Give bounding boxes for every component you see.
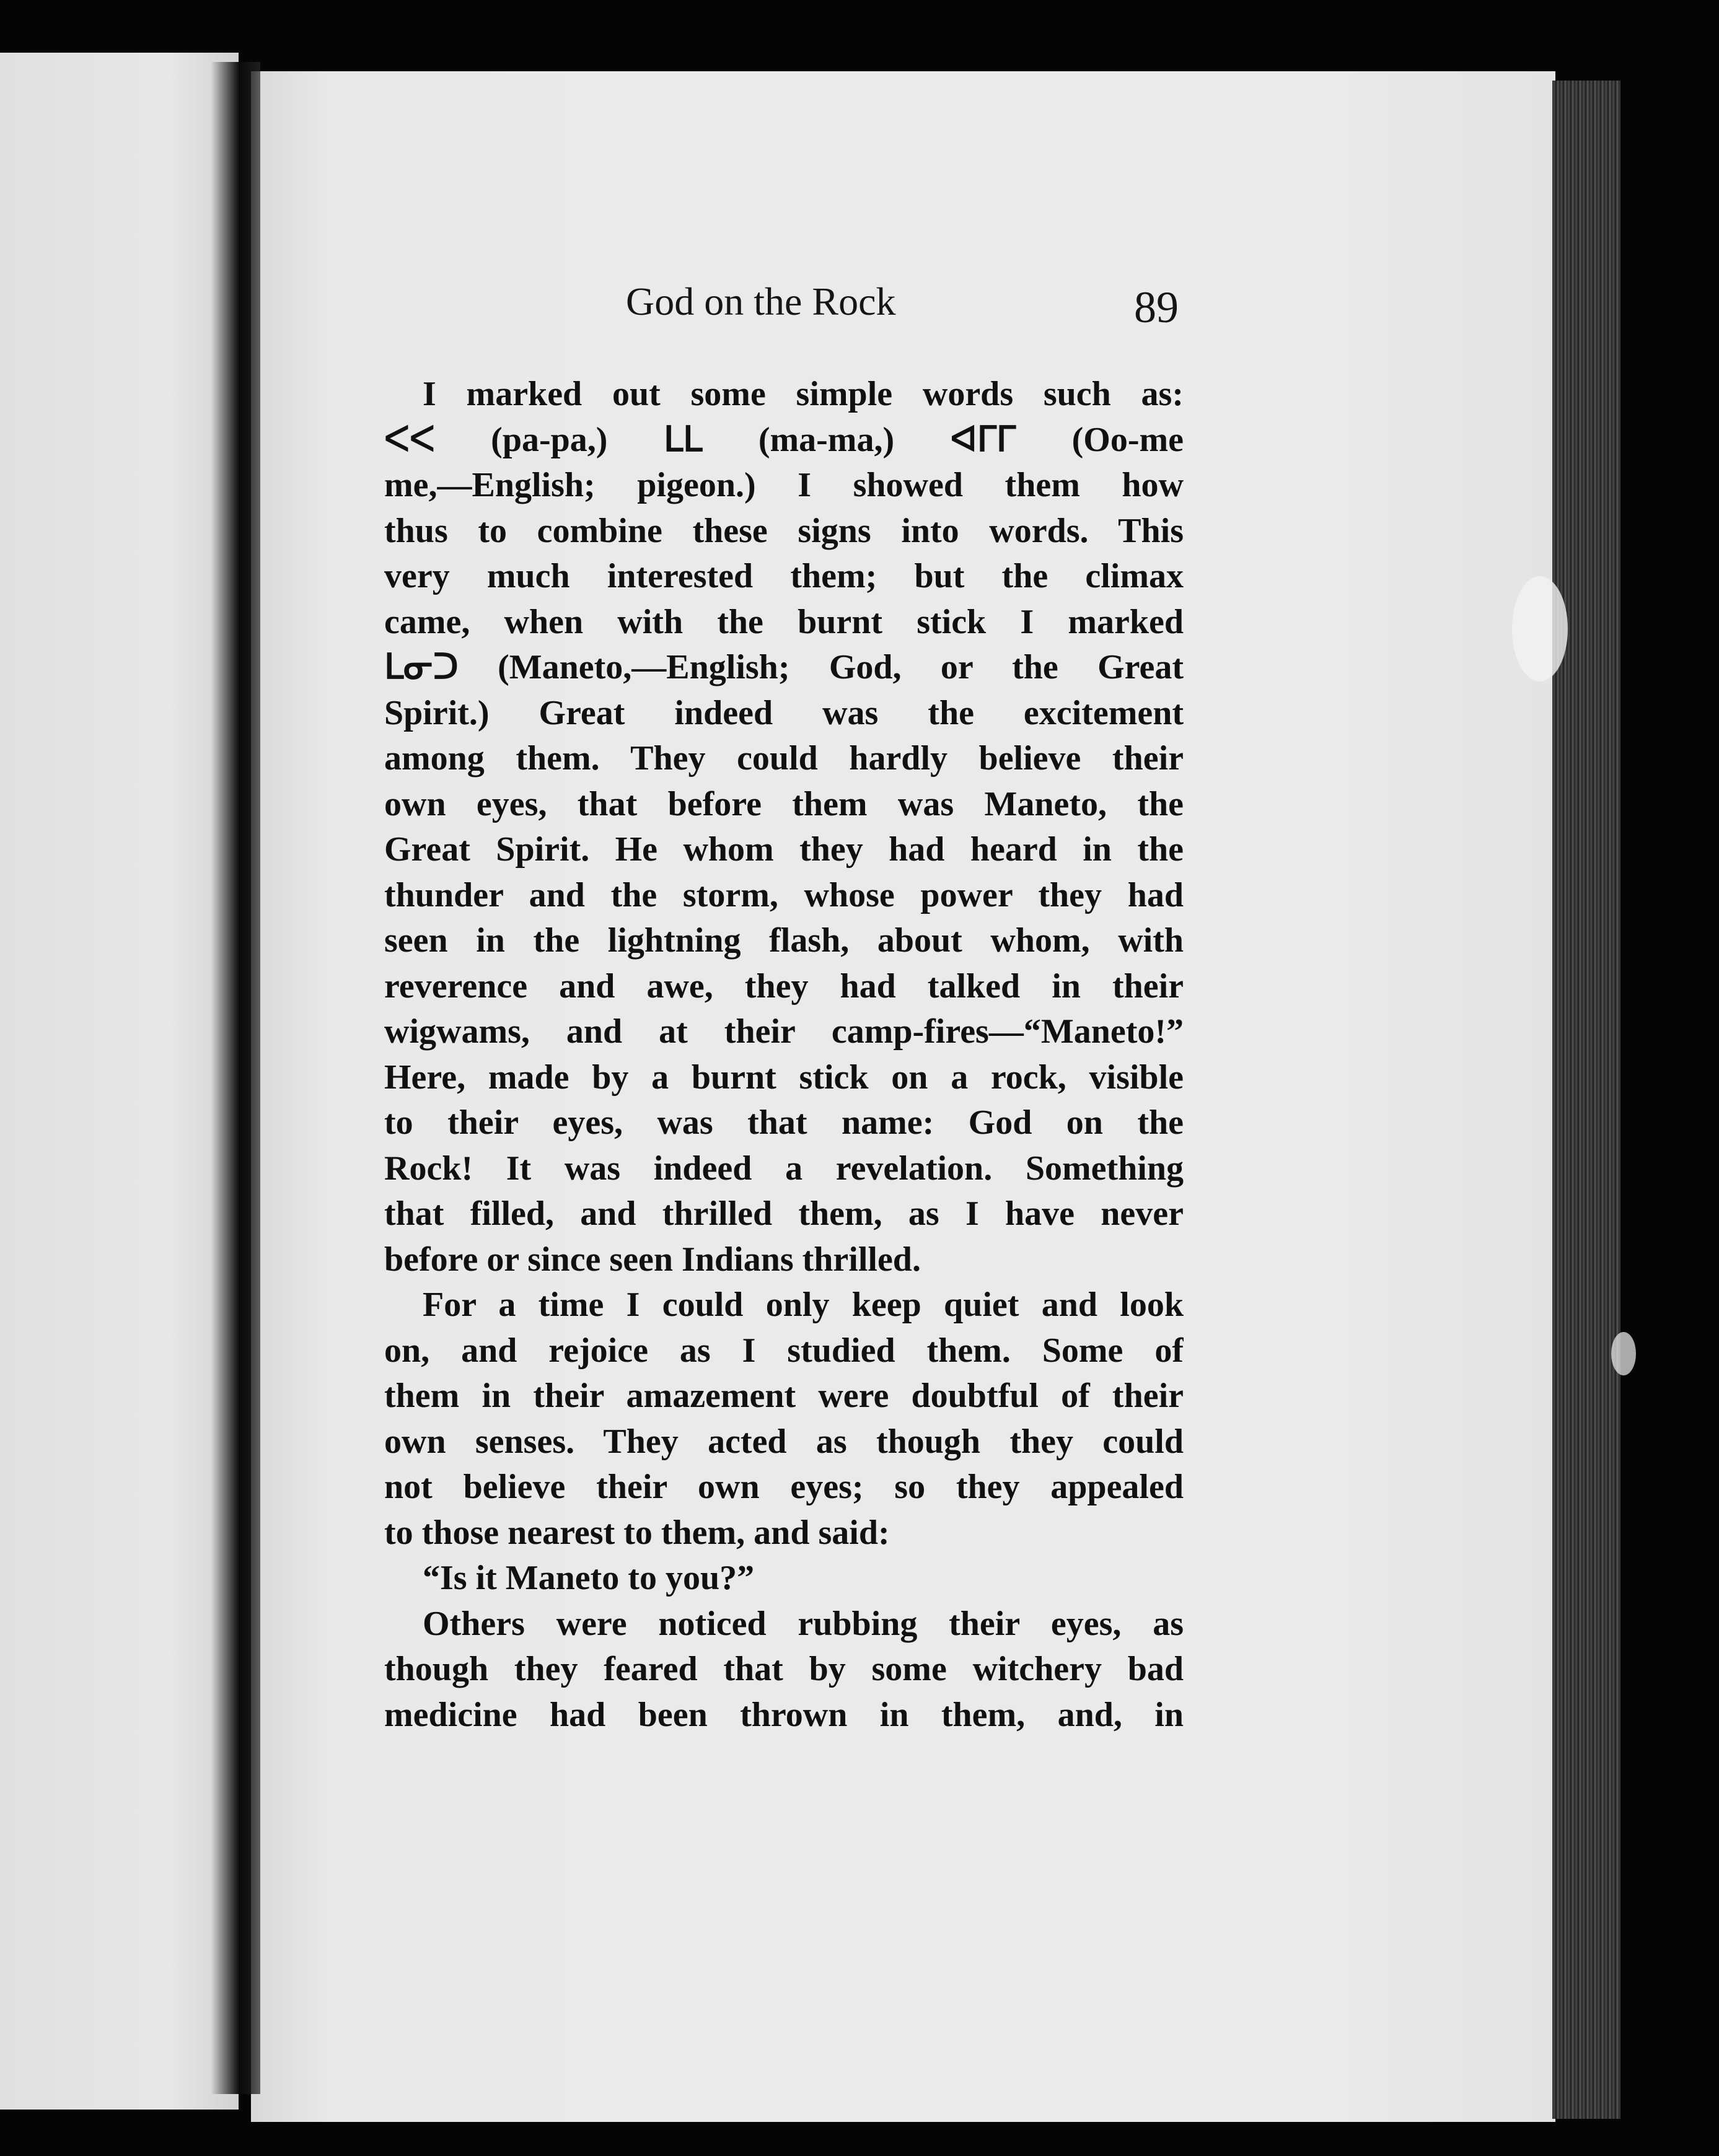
text-line: to those nearest to them, and said:: [384, 1513, 890, 1552]
text-line: very much interested them; but the climax: [384, 557, 1184, 595]
book-gutter: [211, 62, 260, 2094]
text-line: before or since seen Indians thrilled.: [384, 1240, 921, 1279]
running-head: God on the Rock: [626, 279, 896, 323]
text-line: I marked out some simple words such as:: [423, 375, 1184, 413]
text-line: own senses. They acted as though they could: [384, 1422, 1184, 1461]
text-line: thus to combine these signs into words. This: [384, 511, 1184, 550]
text-line: Spirit.) Great indeed was the excitement: [384, 693, 1184, 732]
text-line: For a time I could only keep quiet and look: [423, 1286, 1184, 1324]
text-line: thunder and the storm, whose power they had: [384, 875, 1184, 914]
text-line: seen in the lightning flash, about whom, with: [384, 921, 1184, 960]
text-line: wigwams, and at their camp-fires—“Maneto!”: [384, 1012, 1184, 1051]
text-line: medicine had been thrown in them, and, in: [384, 1695, 1184, 1734]
body-text: [384, 372, 1184, 1738]
page-edges: [1552, 81, 1620, 2119]
paper-blemish: [1512, 576, 1568, 681]
text-line: that filled, and thrilled them, as I have never: [384, 1194, 1184, 1233]
text-line: ᒪᓂᑐ (Maneto,—English; God, or the Great: [384, 648, 1184, 686]
left-page: [0, 53, 239, 2110]
paper-blemish: [1611, 1332, 1636, 1375]
text-line: “Is it Maneto to you?”: [423, 1559, 755, 1597]
text-line: reverence and awe, they had talked in their: [384, 966, 1184, 1006]
text-line: Great Spirit. He whom they had heard in the: [384, 830, 1184, 869]
text-line: not believe their own eyes; so they appealed: [384, 1468, 1184, 1506]
text-line: Here, made by a burnt stick on a rock, visible: [384, 1058, 1184, 1097]
text-line: Others were noticed rubbing their eyes, as: [423, 1604, 1184, 1643]
text-line: own eyes, that before them was Maneto, the: [384, 784, 1184, 823]
page-number: 89: [1134, 283, 1179, 332]
text-line: on, and rejoice as I studied them. Some of: [384, 1331, 1184, 1370]
text-line: among them. They could hardly believe their: [384, 739, 1184, 778]
text-line: them in their amazement were doubtful of their: [384, 1377, 1184, 1415]
text-line: though they feared that by some witchery bad: [384, 1650, 1184, 1688]
text-line: ᐸᐸ (pa-pa,) ᒪᒪ (ma-ma,) ᐊᒥᒥ (Oo-me: [384, 420, 1184, 459]
text-line: Rock! It was indeed a revelation. Something: [384, 1149, 1184, 1188]
text-line: me,—English; pigeon.) I showed them how: [384, 466, 1184, 504]
text-line: to their eyes, was that name: God on the: [384, 1103, 1184, 1142]
text-line: came, when with the burnt stick I marked: [384, 602, 1184, 641]
